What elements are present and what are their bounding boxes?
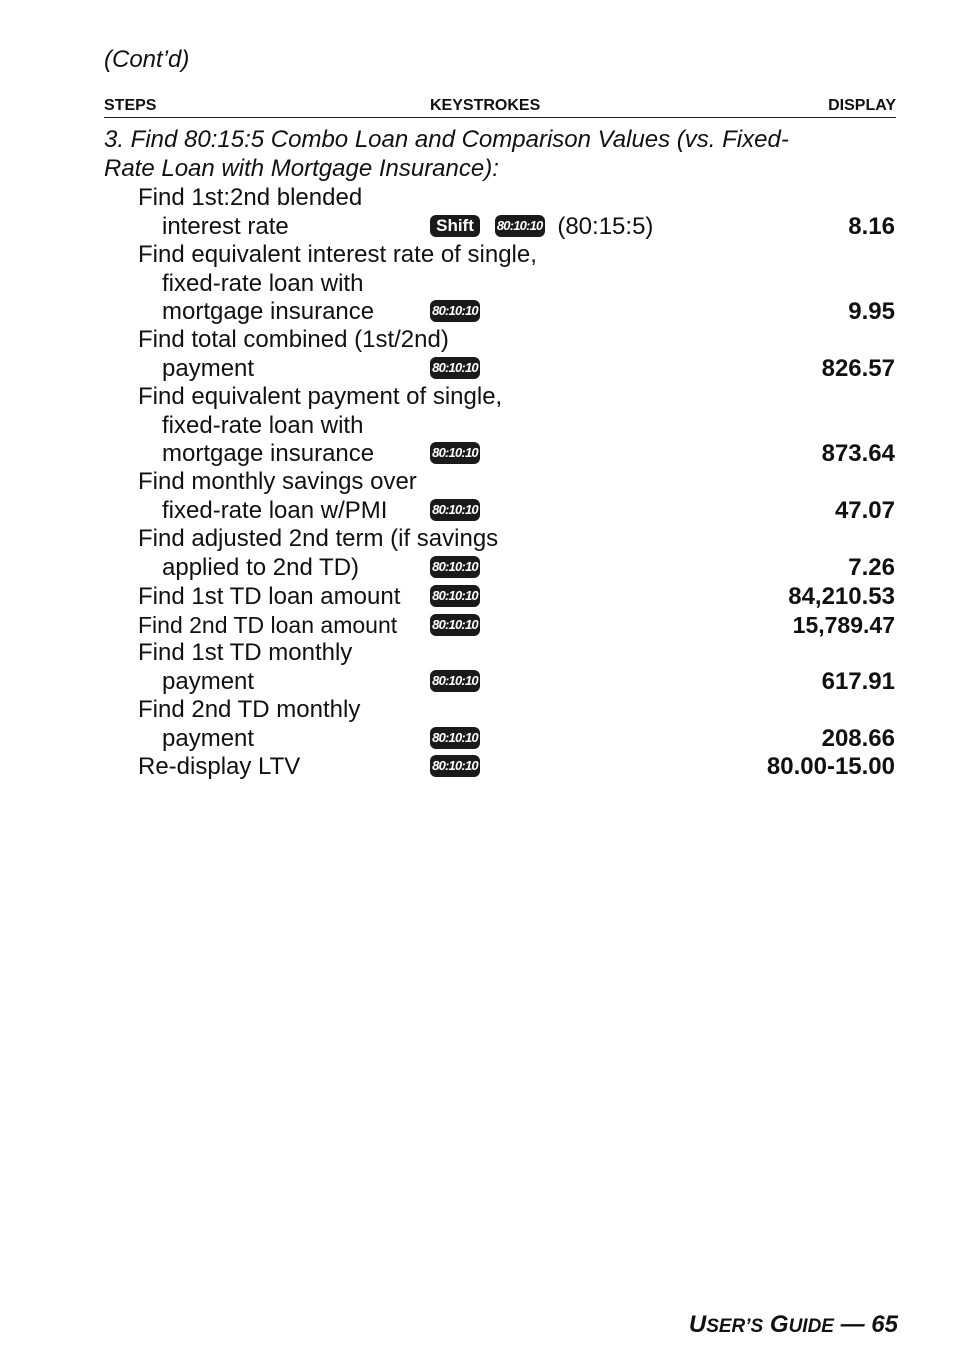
table-row [0, 412, 954, 441]
footer-g: G [769, 1311, 789, 1338]
step-text: fixed-rate loan with [162, 412, 364, 439]
keystrokes [430, 583, 480, 612]
table-row [0, 184, 954, 213]
display-value: 873.64 [821, 440, 895, 467]
step-text: interest rate [162, 213, 289, 240]
step-text: Find monthly savings over [138, 468, 417, 495]
ratio-key-icon: 80:10:10 [430, 442, 480, 464]
display-value: 9.95 [848, 298, 895, 325]
step-text: Re-display LTV [138, 753, 301, 780]
page-number: — 65 [833, 1311, 898, 1338]
step-text: Find 2nd TD loan amount [138, 612, 398, 638]
ratio-key-icon: 80:10:10 [430, 614, 480, 636]
table-row [0, 468, 954, 497]
ratio-key-icon: 80:10:10 [430, 300, 480, 322]
step-text: payment [162, 668, 255, 695]
step-text: mortgage insurance [162, 298, 375, 325]
continued-label: (Cont’d) [104, 46, 190, 73]
section-title-line-2: Rate Loan with Mortgage Insurance): [104, 154, 499, 182]
table-row [0, 241, 954, 270]
ratio-key-icon: 80:10:10 [430, 670, 480, 692]
ratio-key-icon: 80:10:10 [430, 755, 480, 777]
footer-u: U [688, 1311, 707, 1338]
display-value: 7.26 [848, 554, 895, 581]
table-row [0, 355, 954, 384]
table-header [104, 97, 896, 118]
display-value: 826.57 [821, 355, 895, 382]
ratio-key-icon: 80:10:10 [430, 556, 480, 578]
header-keystrokes: KEYSTROKES [430, 97, 541, 114]
table-row [0, 497, 954, 526]
keystrokes [430, 668, 480, 697]
display-value: 84,210.53 [788, 583, 895, 610]
keystrokes [430, 554, 480, 583]
footer-uide: UIDE [788, 1316, 834, 1337]
table-row [0, 611, 954, 640]
ratio-key-icon: 80:10:10 [430, 585, 480, 607]
ratio-key-icon: 80:10:10 [430, 499, 480, 521]
shift-key-icon: Shift [430, 215, 480, 237]
step-text: Find 1st:2nd blended [138, 184, 363, 211]
table-row [0, 298, 954, 327]
footer-ser: SER’S [706, 1316, 764, 1337]
step-text: Find equivalent interest rate of single, [138, 241, 537, 268]
display-value: 80.00-15.00 [766, 753, 895, 780]
display-value: 47.07 [834, 497, 895, 524]
step-text: Find 1st TD monthly [138, 639, 353, 666]
step-text: fixed-rate loan with [162, 270, 364, 297]
step-text: mortgage insurance [162, 440, 375, 467]
display-value: 8.16 [848, 213, 895, 240]
step-text: Find total combined (1st/2nd) [138, 326, 449, 353]
table-row [0, 440, 954, 469]
table-row [0, 270, 954, 299]
header-display: DISPLAY [828, 97, 896, 114]
table-row [0, 696, 954, 725]
ratio-key-icon: 80:10:10 [495, 215, 545, 237]
keystrokes [430, 753, 480, 782]
table-row [0, 554, 954, 583]
keystrokes [430, 213, 653, 242]
keystrokes [430, 725, 480, 754]
step-text: Find equivalent payment of single, [138, 383, 503, 410]
header-steps: STEPS [104, 97, 157, 114]
keystrokes [430, 355, 480, 384]
display-value: 15,789.47 [792, 612, 895, 638]
display-value: 617.91 [821, 668, 895, 695]
keystroke-note: (80:15:5) [557, 213, 654, 240]
step-text: Find adjusted 2nd term (if savings [138, 525, 499, 552]
table-row [0, 213, 954, 242]
step-text: payment [162, 355, 255, 382]
keystrokes [430, 440, 480, 469]
table-row [0, 326, 954, 355]
step-text: Find 1st TD loan amount [138, 583, 401, 610]
table-row [0, 639, 954, 668]
keystrokes [430, 611, 480, 640]
ratio-key-icon: 80:10:10 [430, 727, 480, 749]
page-footer [689, 1311, 898, 1339]
section-title-line-1: 3. Find 80:15:5 Combo Loan and Comparison Values (vs. Fixed- [104, 126, 789, 153]
step-text: applied to 2nd TD) [162, 554, 360, 581]
keystrokes [430, 298, 480, 327]
table-row [0, 583, 954, 612]
section-title [104, 126, 864, 183]
table-row [0, 383, 954, 412]
table-row [0, 525, 954, 554]
display-value: 208.66 [821, 725, 895, 752]
keystrokes [430, 497, 480, 526]
table-row [0, 725, 954, 754]
step-text: payment [162, 725, 255, 752]
table-row [0, 753, 954, 782]
table-row [0, 668, 954, 697]
step-text: Find 2nd TD monthly [138, 696, 361, 723]
ratio-key-icon: 80:10:10 [430, 357, 480, 379]
step-text: fixed-rate loan w/PMI [162, 497, 388, 524]
